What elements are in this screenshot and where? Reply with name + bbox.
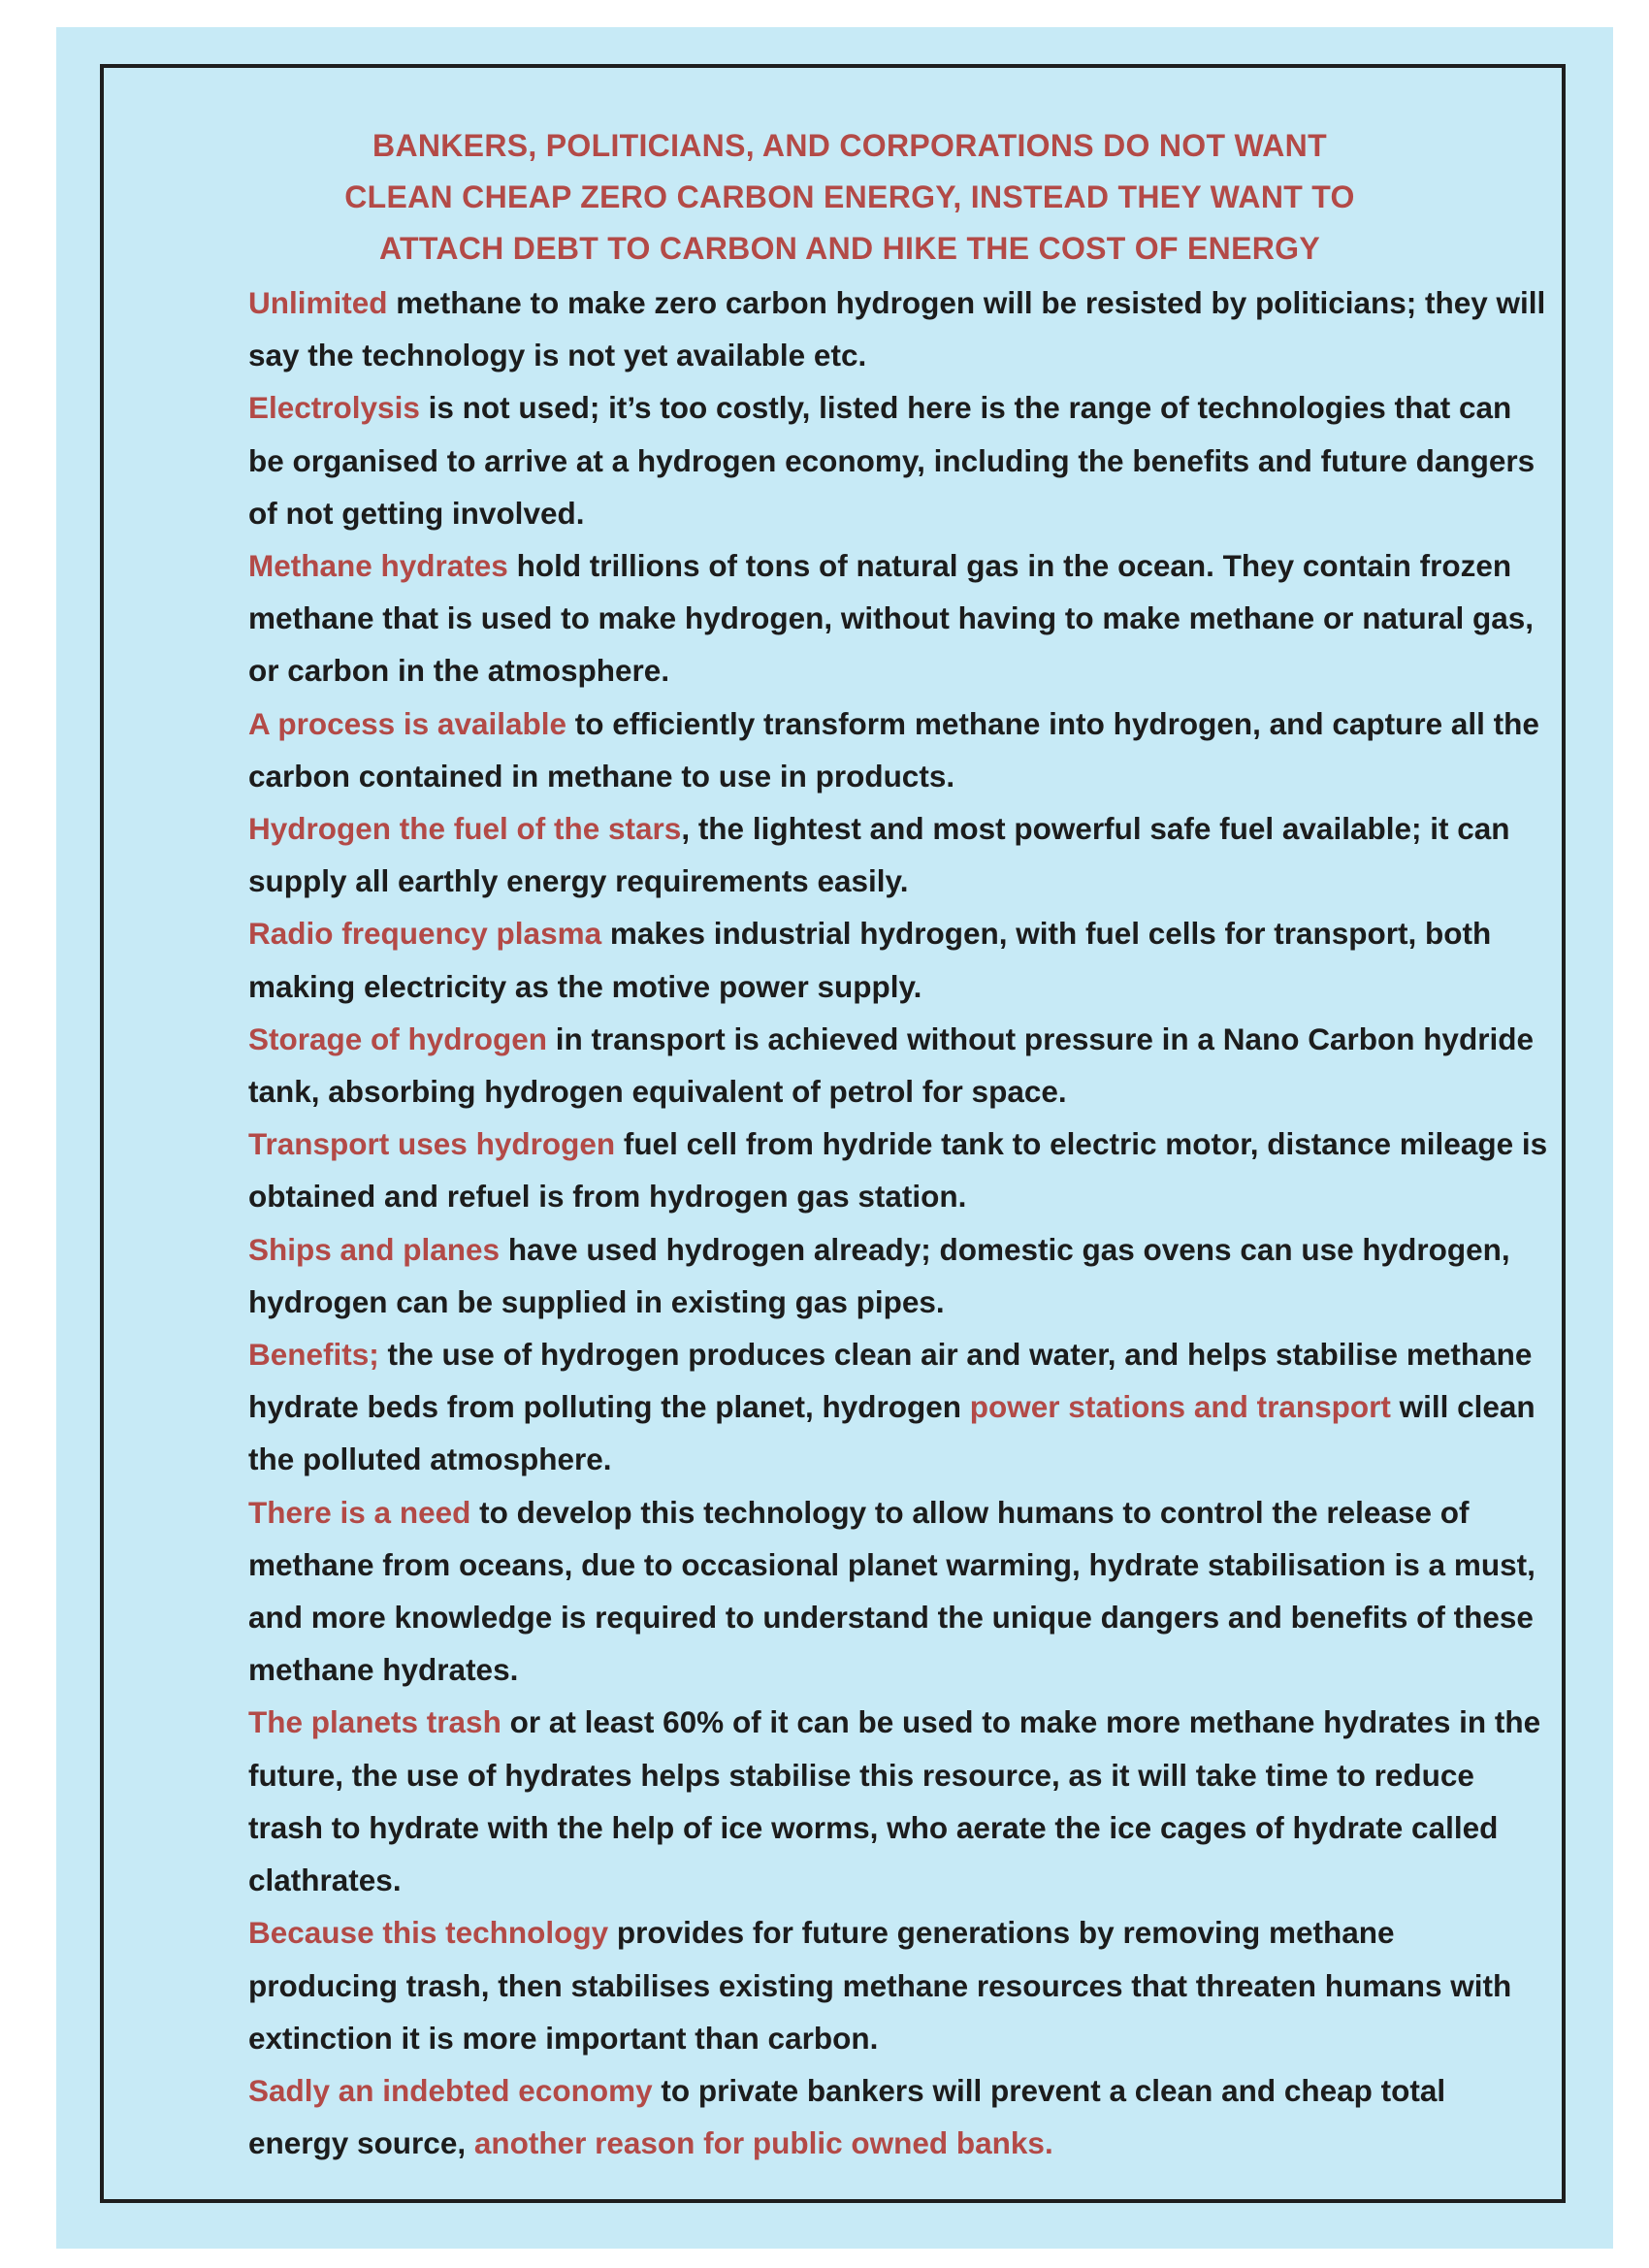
paragraph-storage — [248, 1013, 1548, 1118]
paragraph-benefits — [248, 1328, 1548, 1486]
paragraph-ships — [248, 1223, 1548, 1328]
paragraph-text: to efficiently transform methane into hydrogen, and capture all the carbon contained in methane to use in products. — [248, 705, 1539, 794]
paragraph-text: hold trillions of tons of natural gas in the ocean. They contain frozen methane that is used to make hydrogen, without having to make methane or natural gas, or carbon in the atmosphere. — [248, 548, 1534, 689]
paragraph-methane-hydrates — [248, 539, 1548, 697]
paragraph-text: makes industrial hydrogen, with fuel cells for transport, both making electricity as the motive power supply. — [248, 916, 1492, 1004]
paragraph-inline-highlight: another reason for public owned banks. — [473, 2125, 1053, 2161]
paragraph-sadly — [248, 2064, 1548, 2169]
paragraph-lead: A process is available — [248, 705, 567, 741]
paragraph-need — [248, 1486, 1548, 1697]
paragraph-lead: The planets trash — [248, 1704, 501, 1740]
paragraph-lead: There is a need — [248, 1494, 471, 1530]
body-paragraphs — [248, 276, 1548, 2169]
paragraph-because — [248, 1906, 1548, 2064]
paragraph-text: fuel cell from hydride tank to electric motor, distance mileage is obtained and refuel is from hydrogen gas station. — [248, 1126, 1548, 1215]
paragraph-text-end: will clean the polluted atmosphere. — [248, 1389, 1536, 1477]
paragraph-transport — [248, 1118, 1548, 1222]
paragraph-text: the use of hydrogen produces clean air and water, and helps stabilise methane hydrate beds from polluting the planet, hydrogen — [248, 1337, 1533, 1425]
paragraph-lead: Hydrogen the fuel of the stars — [248, 811, 682, 847]
paragraph-lead: Electrolysis — [248, 390, 420, 426]
paragraph-lead: Radio frequency plasma — [248, 916, 602, 952]
paragraph-lead: Because this technology — [248, 1915, 609, 1951]
document-sheet — [56, 27, 1613, 2249]
paragraph-trash — [248, 1696, 1548, 1906]
paragraph-text: in transport is achieved without pressure in a Nano Carbon hydride tank, absorbing hydrogen equivalent of petrol for space. — [248, 1021, 1534, 1110]
paragraph-lead: Transport uses hydrogen — [248, 1126, 616, 1162]
document-content — [190, 120, 1548, 2169]
headline-line: ATTACH DEBT TO CARBON AND HIKE THE COST OF ENERGY — [379, 231, 1320, 266]
paragraph-text: methane to make zero carbon hydrogen will be resisted by politicians; they will say the technology is not yet available etc. — [248, 285, 1546, 373]
paragraph-electrolysis — [248, 381, 1548, 539]
paragraph-lead: Ships and planes — [248, 1231, 501, 1267]
paragraph-text: have used hydrogen already; domestic gas ovens can use hydrogen, hydrogen can be supplied in existing gas pipes. — [248, 1231, 1510, 1319]
paragraph-lead: Methane hydrates — [248, 548, 508, 584]
paragraph-lead: Sadly an indebted economy — [248, 2072, 653, 2108]
paragraph-lead: Benefits; — [248, 1337, 379, 1373]
paragraph-text: provides for future generations by removing methane producing trash, then stabilises existing methane resources that threaten humans with extinction it is more important than carbon. — [248, 1915, 1512, 2056]
paragraph-process — [248, 697, 1548, 802]
headline-line: BANKERS, POLITICIANS, AND CORPORATIONS DO NOT WANT — [372, 128, 1327, 163]
paragraph-text: is not used; it’s too costly, listed here is the range of technologies that can be organised to arrive at a hydrogen economy, including the benefits and future dangers of not getting involved. — [248, 390, 1536, 531]
paragraph-hydrogen-fuel — [248, 802, 1548, 907]
headline — [210, 120, 1490, 275]
paragraph-unlimited — [248, 276, 1548, 381]
paragraph-text: or at least 60% of it can be used to make more methane hydrates in the future, the use of hydrates helps stabilise this resource, as it will take time to reduce trash to hydrate with the help of ice worms, who aerate the ice cages of hydrate called clathrates. — [248, 1704, 1541, 1898]
paragraph-lead: Storage of hydrogen — [248, 1021, 548, 1056]
headline-line: CLEAN CHEAP ZERO CARBON ENERGY, INSTEAD THEY WANT TO — [344, 179, 1355, 214]
paragraph-text: , the lightest and most powerful safe fuel available; it can supply all earthly energy requirements easily. — [248, 811, 1510, 899]
paragraph-text: to develop this technology to allow humans to control the release of methane from oceans, due to occasional planet warming, hydrate stabilisation is a must, and more knowledge is required to understand the unique dangers and benefits of these methane hydrates. — [248, 1494, 1536, 1688]
paragraph-inline-highlight: power stations and transport — [969, 1389, 1391, 1425]
paragraph-radio-frequency — [248, 907, 1548, 1012]
paragraph-text: to private bankers will prevent a clean and cheap total energy source, — [248, 2072, 1446, 2161]
paragraph-lead: Unlimited — [248, 285, 388, 320]
